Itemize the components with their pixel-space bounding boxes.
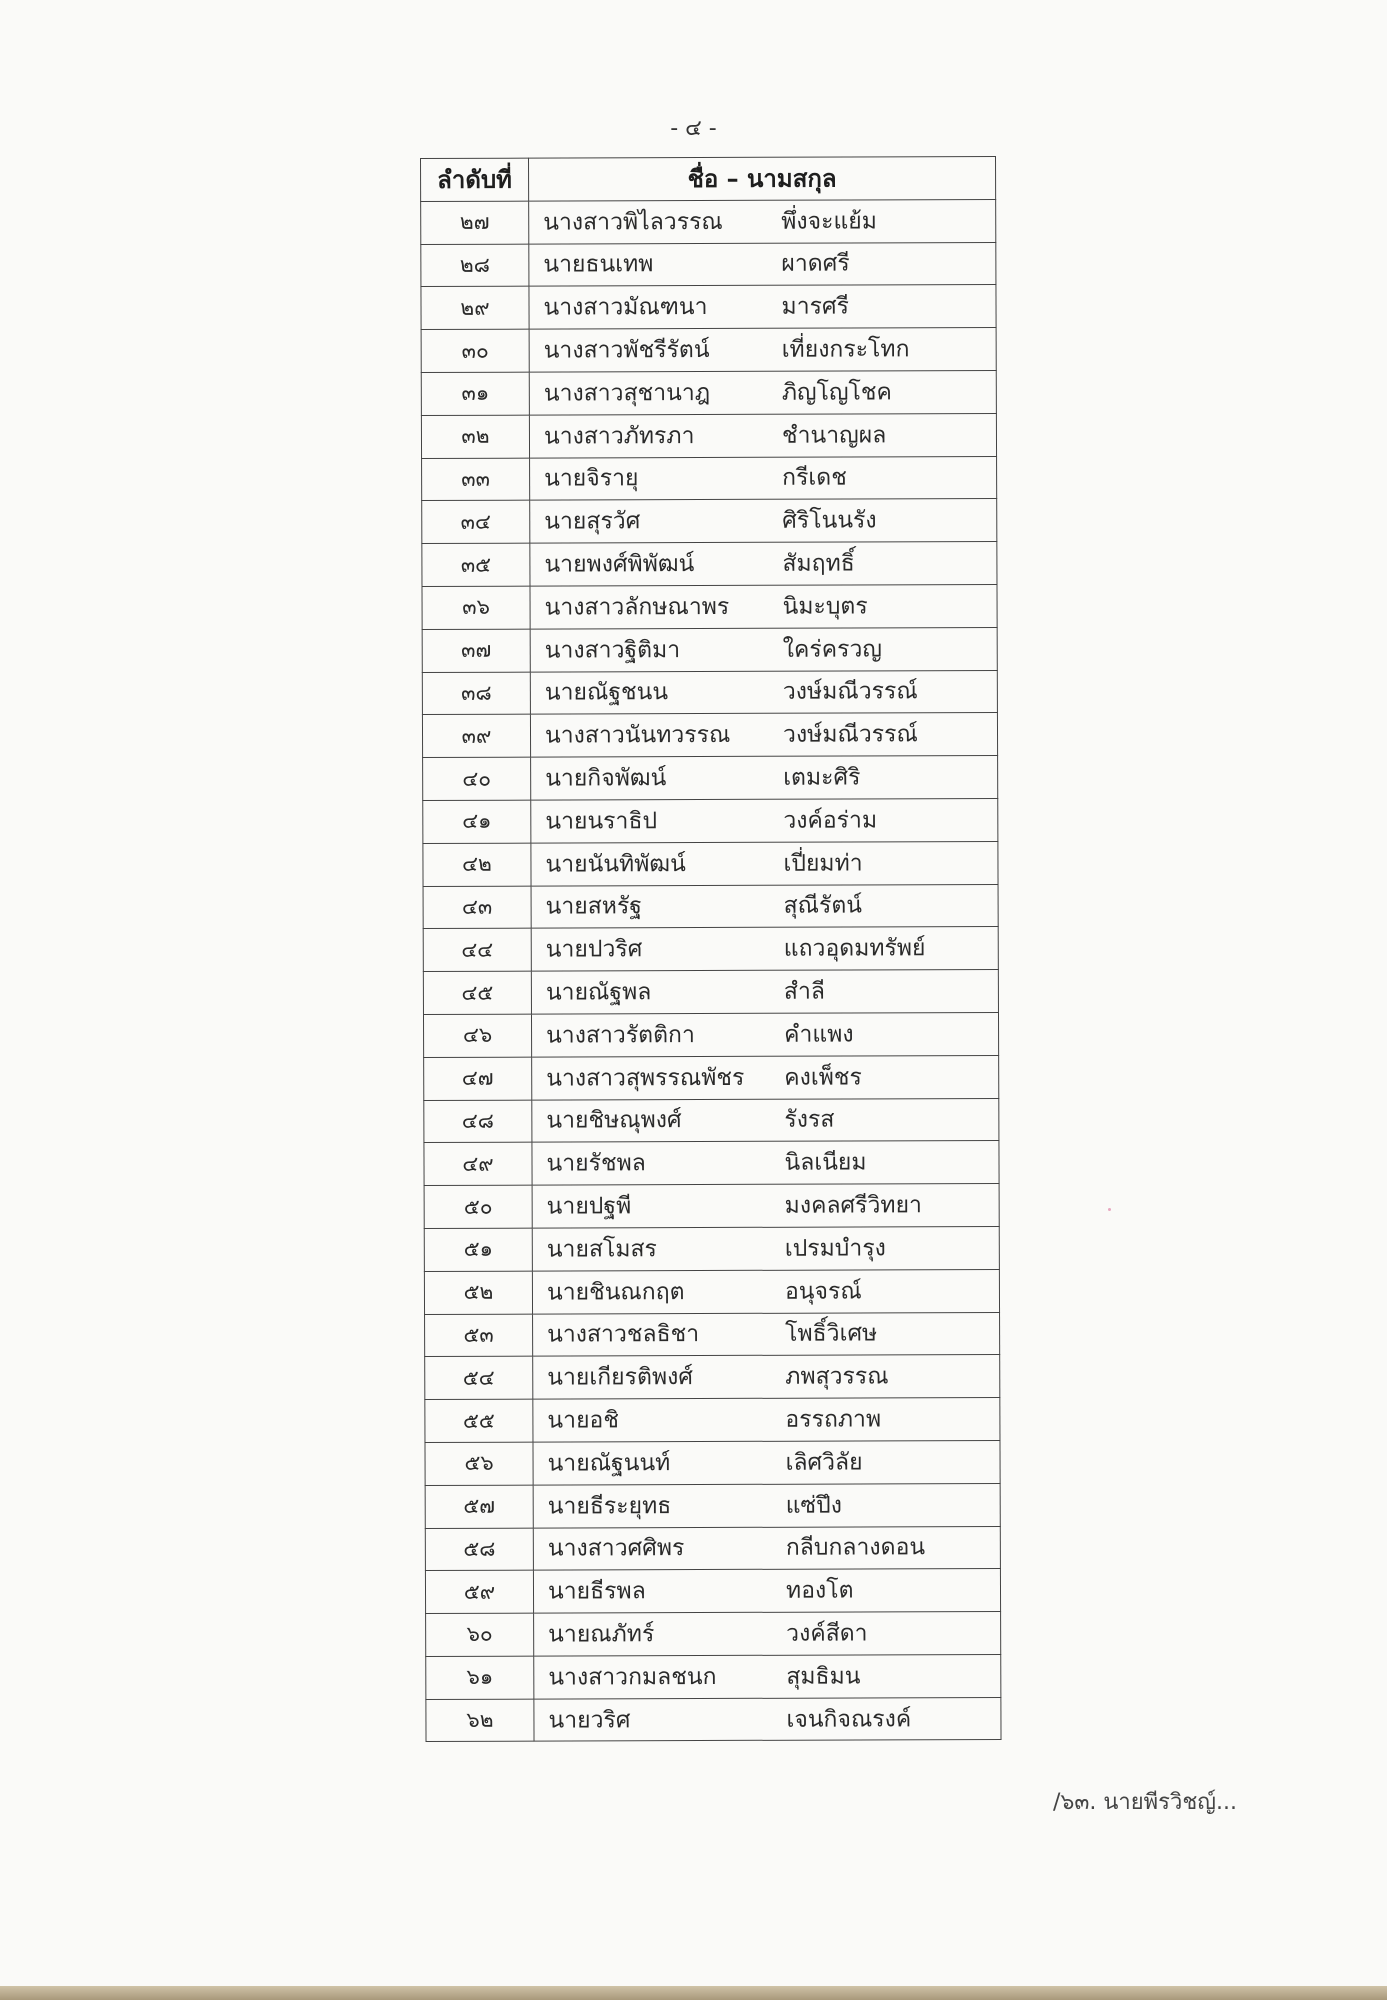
table-row [425,1312,1000,1357]
row-order-number: ๕๘ [425,1528,533,1571]
table-row [423,756,998,801]
row-order-number: ๓๒ [421,415,529,458]
name-list-table [420,156,1002,1742]
row-order-number: ๔๒ [423,843,531,886]
table-row [425,1526,1000,1571]
last-name: นิลเนียม [784,1149,867,1176]
first-name: นางสาวพัชรีรัตน์ [543,337,710,364]
last-name: มงคลศรีวิทยา [784,1192,923,1219]
last-name: เตมะศิริ [783,764,861,791]
page-bottom-edge [0,1986,1387,2000]
row-full-name [533,1569,1000,1613]
last-name: ภพสุวรรณ [785,1363,889,1390]
table-row [422,627,997,672]
first-name: นายธีรพล [547,1578,646,1605]
row-full-name [530,584,997,628]
row-full-name [531,841,998,885]
row-full-name [530,499,997,543]
last-name: ผาดศรี [781,250,850,278]
last-name: เที่ยงกระโทก [781,336,910,363]
first-name: นายกิจพัฒน์ [545,765,667,792]
table-row [423,1012,998,1057]
last-name: วงค์อร่าม [783,807,878,834]
row-full-name [531,756,998,800]
continuation-note: /๖๓. นายพีรวิชญ์... [1052,1790,1237,1815]
table-body [421,199,1001,1742]
row-order-number: ๔๘ [424,1100,532,1143]
row-order-number: ๓๑ [421,372,529,415]
table-row [424,1098,999,1143]
first-name: นายนันทิพัฒน์ [545,850,686,878]
row-order-number: ๒๘ [421,244,529,287]
row-full-name [533,1355,1000,1399]
row-order-number: ๕๑ [424,1228,532,1271]
table-row [424,1269,999,1314]
last-name: แซ่ปึง [785,1492,843,1519]
row-order-number: ๓๓ [422,458,530,501]
row-full-name [531,1012,998,1056]
row-order-number: ๕๗ [425,1485,533,1528]
table-row [426,1612,1001,1657]
last-name: สัมฤทธิ์ [782,550,855,577]
table-row [422,499,997,544]
table-row [421,242,996,287]
row-order-number: ๓๔ [422,500,530,543]
last-name: ใคร่ครวญ [782,636,882,663]
row-order-number: ๒๗ [421,201,529,244]
first-name: นายจิรายุ [544,465,639,493]
row-full-name [532,1098,999,1142]
table-row [425,1483,1000,1528]
table-row [425,1398,1000,1443]
row-full-name [533,1398,1000,1442]
table-row [425,1355,1000,1400]
row-order-number: ๔๓ [423,886,531,929]
row-full-name [534,1654,1001,1698]
last-name: เจนกิจณรงค์ [786,1705,912,1733]
first-name: นายพงศ์พิพัฒน์ [544,551,695,578]
header-order-number: ลำดับที่ [421,158,529,201]
row-order-number: ๔๗ [424,1057,532,1100]
last-name: วงษ์มณีวรรณ์ [782,678,918,706]
table-row [426,1654,1001,1699]
first-name: นางสาวฐิติมา [544,636,681,664]
table-row [422,542,997,587]
table-row [424,1226,999,1271]
table-row [421,370,996,415]
first-name: นายณภัทร์ [548,1621,655,1648]
first-name: นายณัฐชนน [544,679,669,707]
first-name: นายรัชพล [546,1150,646,1177]
row-full-name [530,713,997,757]
first-name: นายธนเทพ [543,251,654,279]
row-full-name [532,1055,999,1099]
row-full-name [529,413,996,457]
first-name: นายอชิ [547,1407,619,1434]
first-name: นายชินณกฤต [546,1278,685,1306]
last-name: แถวอุดมทรัพย์ [783,935,926,962]
row-full-name [530,542,997,586]
row-order-number: ๖๐ [426,1613,534,1656]
table-row [422,456,997,501]
table-row [423,884,998,929]
table-row [423,841,998,886]
page-number: - ๔ - [670,116,717,141]
row-full-name [534,1612,1001,1656]
table-row [426,1697,1001,1742]
first-name: นายธีระยุทธ [547,1492,672,1520]
row-order-number: ๕๙ [425,1570,533,1613]
first-name: นางสาวพิไลวรรณ [543,208,723,236]
last-name: สำลี [783,978,826,1005]
last-name: ศิริโนนรัง [782,507,877,535]
row-full-name [530,670,997,714]
first-name: นายเกียรติพงศ์ [547,1364,693,1391]
first-name: นายปวริศ [545,936,643,963]
first-name: นายณัฐนนท์ [547,1449,671,1477]
table-row [421,199,996,244]
row-full-name [531,884,998,928]
table-row [423,927,998,972]
row-order-number: ๒๙ [421,287,529,330]
row-order-number: ๔๐ [423,757,531,800]
row-full-name [533,1440,1000,1484]
row-full-name [529,370,996,414]
last-name: เปี่ยมท่า [783,850,863,877]
row-order-number: ๕๒ [424,1271,532,1314]
first-name: นางสาวศศิพร [547,1535,685,1562]
table-header-row [421,156,996,201]
row-full-name [533,1312,1000,1356]
row-full-name [531,798,998,842]
table-row [423,970,998,1015]
table-row [425,1440,1000,1485]
last-name: สุมธิมน [786,1663,861,1690]
last-name: วงษ์มณีวรรณ์ [782,721,918,748]
last-name: นิมะบุตร [782,593,868,620]
last-name: ชำนาญผล [781,422,887,449]
last-name: คงเพ็ชร [784,1064,862,1091]
row-order-number: ๓๙ [422,714,530,757]
row-order-number: ๕๐ [424,1185,532,1228]
row-order-number: ๕๖ [425,1442,533,1485]
row-full-name [530,627,997,671]
name-list-table-wrapper [420,156,1002,1742]
row-order-number: ๔๔ [423,928,531,971]
row-full-name [529,285,996,329]
table-row [421,328,996,373]
row-order-number: ๔๕ [423,971,531,1014]
row-order-number: ๖๒ [426,1699,534,1742]
first-name: นางสาวสุพรรณพัชร [546,1064,745,1092]
row-full-name [530,456,997,500]
row-full-name [531,970,998,1014]
table-row [421,413,996,458]
first-name: นายปฐพี [546,1193,632,1220]
row-order-number: ๓๖ [422,586,530,629]
table-row [421,285,996,330]
row-order-number: ๔๑ [423,800,531,843]
row-full-name [531,927,998,971]
table-row [424,1055,999,1100]
first-name: นายสโมสร [546,1235,657,1263]
first-name: นายชิษณุพงศ์ [546,1107,682,1134]
row-order-number: ๖๑ [426,1656,534,1699]
table-row [423,798,998,843]
paper-smudge [1108,1208,1111,1211]
first-name: นางสาวลักษณาพร [544,593,730,621]
table-row [425,1569,1000,1614]
row-full-name [529,199,996,243]
last-name: คำแพง [784,1021,854,1048]
last-name: ภิญโญโชค [781,379,892,406]
last-name: อรรถภาพ [785,1406,882,1433]
row-full-name [532,1269,999,1313]
last-name: สุณีรัตน์ [783,892,863,920]
first-name: นายวริศ [548,1706,631,1734]
row-order-number: ๔๙ [424,1142,532,1185]
first-name: นางสาวสุชานาฎ [543,379,711,407]
row-full-name [534,1697,1001,1741]
last-name: โพธิ์วิเศษ [785,1320,878,1348]
row-order-number: ๓๘ [422,672,530,715]
row-full-name [532,1184,999,1228]
row-full-name [532,1141,999,1185]
row-order-number: ๓๐ [421,329,529,372]
row-full-name [532,1226,999,1270]
first-name: นางสาวกมลชนก [548,1663,717,1691]
row-order-number: ๕๔ [425,1356,533,1399]
table-row [422,584,997,629]
first-name: นางสาวมัณฑนา [543,294,708,321]
table-row [422,713,997,758]
table-row [422,670,997,715]
table-row [424,1141,999,1186]
last-name: มารศรี [781,293,849,321]
first-name: นายนราธิป [545,808,658,835]
first-name: นางสาวรัตติกา [546,1021,695,1049]
row-order-number: ๓๗ [422,629,530,672]
row-order-number: ๔๖ [423,1014,531,1057]
first-name: นางสาวชลธิชา [547,1321,700,1348]
first-name: นายณัฐพล [545,979,652,1006]
last-name: อนุจรณ์ [784,1278,862,1305]
header-full-name: ชื่อ – นามสกุล [529,156,996,200]
row-full-name [533,1483,1000,1527]
row-full-name [529,328,996,372]
first-name: นายสหรัฐ [545,893,643,921]
table-row [424,1184,999,1229]
row-full-name [533,1526,1000,1570]
last-name: รังรส [784,1106,835,1134]
row-full-name [529,242,996,286]
last-name: ทองโต [785,1577,854,1604]
first-name: นางสาวนันทวรรณ [544,722,731,749]
first-name: นายสุรวัศ [544,508,641,535]
row-order-number: ๕๓ [425,1314,533,1357]
row-order-number: ๕๕ [425,1399,533,1442]
last-name: กลีบกลางดอน [785,1534,926,1562]
last-name: เลิศวิลัย [785,1449,863,1476]
last-name: เปรมบำรุง [784,1235,886,1262]
last-name: พึ่งจะแย้ม [781,208,877,235]
first-name: นางสาวภัทรภา [543,422,695,450]
last-name: กรีเดช [782,464,847,492]
last-name: วงค์สีดา [786,1620,868,1647]
row-order-number: ๓๕ [422,543,530,586]
